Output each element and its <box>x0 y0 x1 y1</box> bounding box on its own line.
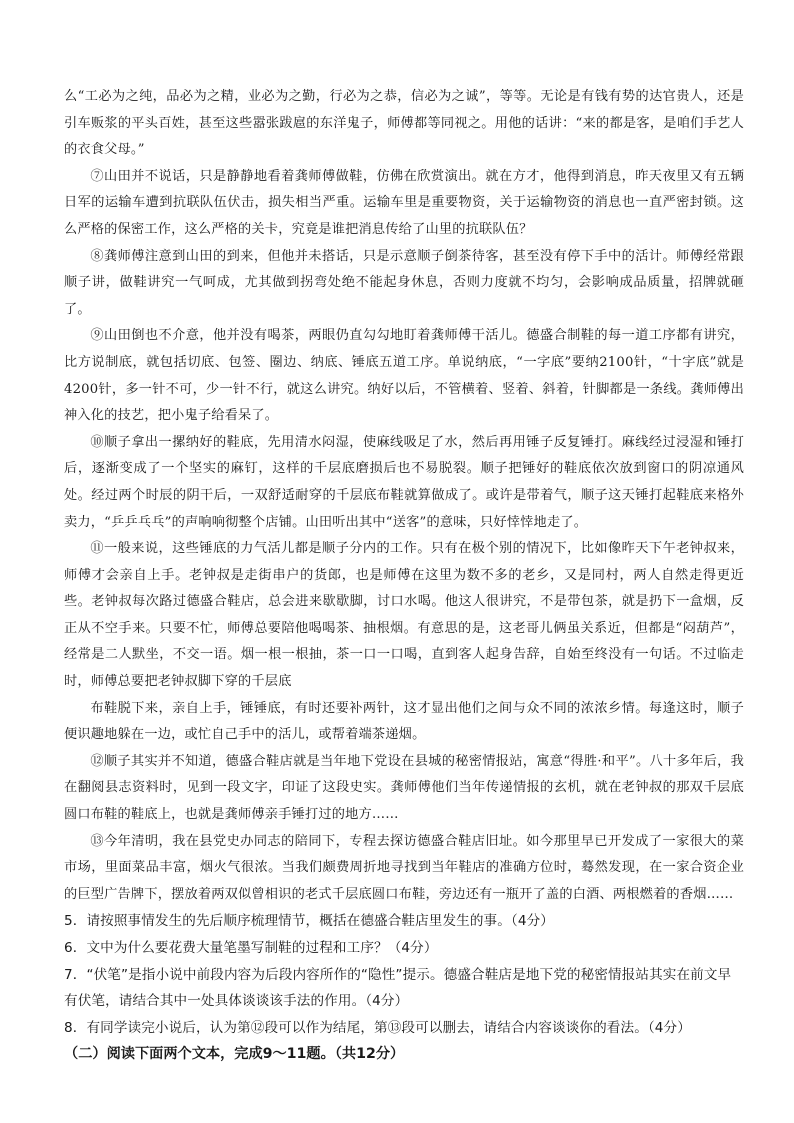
exam-page <box>64 84 744 1067</box>
passage-paragraph-10: ⑩顺子拿出一摞纳好的鞋底，先用清水闷湿，使麻线吸足了水，然后再用锤子反复锤打。麻线经过浸湿和锤打后，逐渐变成了一个坚实的麻钉，这样的千层底磨损后也不易脱裂。顺子把锤好的鞋底依次放到窗口的阴凉通风处。经过两个时辰的阴干后，一双舒适耐穿的千层底布鞋就算做成了。或许是带着气，顺子这天锤打起鞋底来格外卖力，“乒乒乓乓”的声响响彻整个店铺。山田听出其中“送客”的意味，只好悻悻地走了。 <box>64 434 744 530</box>
question-7: 7．“伏笔”是指小说中前段内容为后段内容所作的“隐性”提示。德盛合鞋店是地下党的秘密情报站其实在前文早有伏笔，请结合其中一处具体谈谈该手法的作用。（4分） <box>64 966 732 1010</box>
passage-paragraph-8: ⑧龚师傅注意到山田的到来，但他并未搭话，只是示意顺子倒茶待客，甚至没有停下手中的活计。师傅经常跟顺子讲，做鞋讲究一气呵成，尤其做到拐弯处绝不能起身休息，否则力度就不均匀，会影响成品质量，招牌就砸了。 <box>64 248 744 317</box>
passage-paragraph-continuation: 么“工必为之纯，品必为之精，业必为之勤，行必为之恭，信必为之诚”，等等。无论是有钱有势的达官贵人，还是引车贩浆的平头百姓，甚至这些嚣张跋扈的东洋鬼子，师傅都等同视之。用他的话讲：“来的都是客，是咱们手艺人的衣食父母。” <box>64 89 744 158</box>
passage-paragraph-11: ⑪一般来说，这些锤底的力气活儿都是顺子分内的工作。只有在极个别的情况下，比如像昨天下午老钟叔来，师傅才会亲自上手。老钟叔是走街串户的货郎，也是师傅在这里为数不多的老乡，又是同村，两人自然走得更近些。老钟叔每次路过德盛合鞋店，总会进来歇歇脚，讨口水喝。他这人很讲究，不是带包茶，就是扔下一盒烟，反正从不空手来。只要不忙，师傅总要陪他喝喝茶、抽根烟。有意思的是，这老哥儿俩虽关系近，但都是“闷葫芦”，经常是二人默坐，不交一语。烟一根一根抽，茶一口一口喝，直到客人起身告辞，自始至终没有一句话。不过临走时，师傅总要把老钟叔脚下穿的千层底 <box>64 541 744 690</box>
question-5: 5．请按照事情发生的先后顺序梳理情节，概括在德盛合鞋店里发生的事。（4分） <box>64 913 554 930</box>
passage-paragraph-9: ⑨山田倒也不介意，他并没有喝茶，两眼仍直勾勾地盯着龚师傅干活儿。德盛合制鞋的每一道工序都有讲究，比方说制底，就包括切底、包签、圈边、纳底、锤底五道工序。单说纳底，“一字底”要纳2100针，“十字底”就是4200针，多一针不可，少一针不行，就这么讲究。纳好以后，不管横着、竖着、斜着，针脚都是一条线。龚师傅出神入化的技艺，把小鬼子给看呆了。 <box>64 328 744 424</box>
passage-paragraph-11-cont: 布鞋脱下来，亲自上手，锤锤底，有时还要补两针，这才显出他们之间与众不同的浓浓乡情。每逢这时，顺子便识趣地躲在一边，或忙自己手中的活儿，或帮着端茶递烟。 <box>64 700 744 743</box>
question-list <box>64 908 744 1041</box>
question-6: 6．文中为什么要花费大量笔墨写制鞋的过程和工序？（4分） <box>64 940 438 956</box>
passage-paragraph-13: ⑬今年清明，我在县党史办同志的陪同下，专程去探访德盛合鞋店旧址。如今那里早已开发成了一家很大的菜市场，里面菜品丰富，烟火气很浓。当我们颇费周折地寻找到当年鞋店的准确方位时，蓦然发现，在一家合资企业的巨型广告牌下，摆放着两双似曾相识的老式千层底圆口布鞋，旁边还有一瓶开了盖的白酒、两根燃着的香烟…… <box>64 833 744 902</box>
section-title: （二）阅读下面两个文本，完成9～11题。（共12分） <box>64 1046 405 1063</box>
passage-paragraph-12: ⑫顺子其实并不知道，德盛合鞋店就是当年地下党设在县城的秘密情报站，寓意“得胜·和平”。八十多年后，我在翻阅县志资料时，见到一段文字，印证了这段史实。龚师傅他们当年传递情报的玄机，就在老钟叔的那双千层底圆口布鞋的鞋底上，也就是龚师傅亲手锤打过的地方…… <box>64 753 744 823</box>
question-8: 8．有同学读完小说后，认为第⑫段可以作为结尾，第⑬段可以删去，请结合内容谈谈你的看法。（4分） <box>64 1019 691 1036</box>
passage-paragraph-7: ⑦山田并不说话，只是静静地看着龚师傅做鞋，仿佛在欣赏演出。就在方才，他得到消息，昨天夜里又有五辆日军的运输车遭到抗联队伍伏击，损失相当严重。运输车里是重要物资，关于运输物资的消息也一直严密封锁。这么严格的保密工作，这么严格的关卡，究竟是谁把消息传给了山里的抗联队伍？ <box>64 168 744 237</box>
